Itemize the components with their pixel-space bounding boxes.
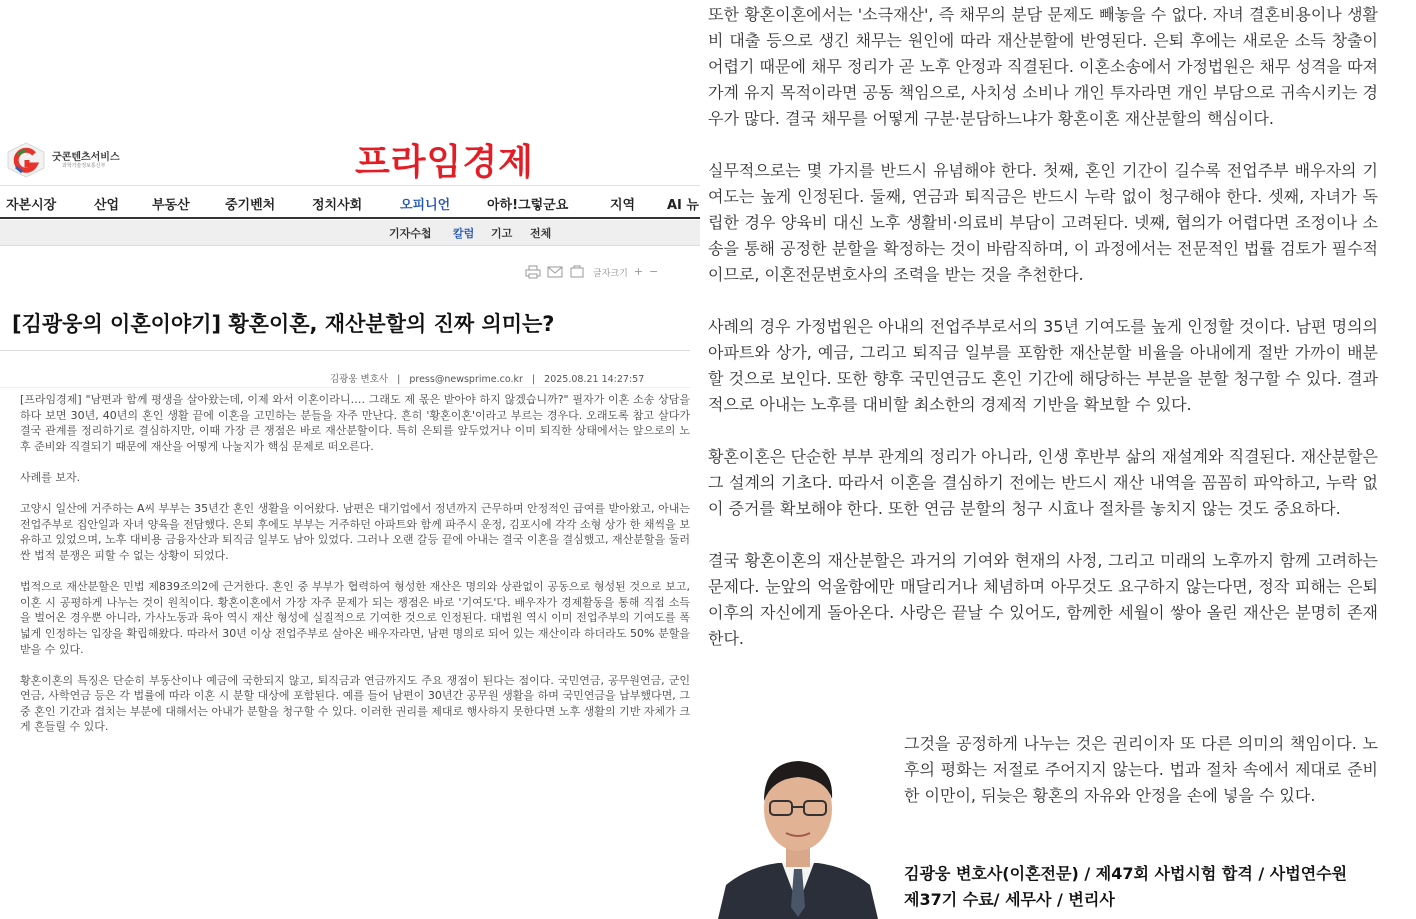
good-content-logo-icon [6,142,46,178]
continuation-paragraph: 또한 황혼이혼에서는 '소극재산', 즉 채무의 분담 문제도 빼놓을 수 없다. 자녀 결혼비용이나 생활비 대출 등으로 생긴 채무는 원인에 따라 재산분할에 반영된다. 은퇴 후에는 새로운 소득 창출이 어렵기 때문에 채무 정리가 곧 노후 안정과 직결된다. 이혼소송에서 가정법원은 채무 성격을 따져 가계 유지 목적이라면 공동 책임으로, 사치성 소비나 개인 투자라면 개인 부담으로 귀속시키는 경우가 많다. 결국 채무를 어떻게 구분·분담하느냐가 황혼이혼 재산분할의 핵심이다. [708,5,1378,128]
article-paragraph: [프라임경제] "남편과 함께 평생을 살아왔는데, 이제 와서 이혼이라니…. 그래도 제 몫은 받아야 하지 않겠습니까?" 필자가 이혼 소송 상담을 하다 보면 30년, 40년의 혼인 생활 끝에 이혼을 고민하는 분들을 자주 만난다. 흔히 '황혼이혼'이라고 부르는 경우다. 오래도록 참고 살다가 결국 관계를 정리하기로 결심하지만, 이때 가장 큰 쟁점은 바로 재산분할이다. 특히 은퇴를 앞두었거나 이미 퇴직한 상태에서는 앞으로의 노후 준비와 직결되기 때문에 재산을 어떻게 나눌지가 핵심 문제로 떠오른다. [20,393,690,453]
email-icon[interactable] [547,265,563,279]
nav-item-real-estate[interactable]: 부동산 [152,198,190,213]
author-bio-line: 제37기 수료/ 세무사 / 변리사 [904,890,1115,909]
font-size-plus-icon[interactable]: + [633,265,643,278]
article-paragraph: 황혼이혼의 특징은 단순히 부동산이나 예금에 국한되지 않고, 퇴직금과 연금까지도 주요 쟁점이 된다는 점이다. 국민연금, 공무원연금, 군인연금, 사학연금 등은 각 법률에 따라 이혼 시 분할 대상에 포함된다. 예를 들어 남편이 30년간 공무원 생활을 하며 국민연금을 납부했다면, 그 중 혼인 기간과 겹치는 부분에 대해서는 아내가 분할을 청구할 수 있다. 이러한 권리를 제대로 행사하지 못한다면 노후 생활의 기반 자체가 크게 흔들릴 수 있다. [20,673,690,734]
subnav-item-reporter-note[interactable]: 기자수첩 [389,227,432,240]
site-header [0,128,700,182]
gov-badge-sub: 과학기술정보통신부 [62,163,106,169]
article-title: [김광웅의 이혼이야기] 황혼이혼, 재산분할의 진짜 의미는? [12,312,555,336]
continuation-paragraph: 실무적으로는 몇 가지를 반드시 유념해야 한다. 첫째, 혼인 기간이 길수록 전업주부 배우자의 기여도는 높게 인정된다. 둘째, 연금과 퇴직금은 반드시 누락 없이 청구해야 한다. 셋째, 자녀가 독립한 경우 양육비 대신 노후 생활비·의료비 부담이 고려된다. 넷째, 협의가 어렵다면 조정이나 소송을 통해 공정한 분할을 확정하는 것이 바람직하며, 이 과정에서는 전문적인 법률 검토가 필수적이므로, 이혼전문변호사의 조력을 받는 것을 추천한다. [708,161,1378,284]
nav-item-sme-venture[interactable]: 중기벤처 [225,198,276,213]
nav-item-region[interactable]: 지역 [610,198,636,213]
byline-separator: | [531,374,536,385]
newspaper-capture [0,0,700,919]
subnav-item-all[interactable]: 전체 [530,227,552,240]
continuation-paragraph: 황혼이혼은 단순한 부부 관계의 정리가 아니라, 인생 후반부 삶의 재설계와 직결된다. 재산분할은 그 설계의 기초다. 따라서 이혼을 결심하기 전에는 반드시 재산 내역을 꼼꼼히 파악하고, 누락 없이 증거를 확보해야 한다. 또한 연금 분할의 청구 시효나 절차를 놓치지 않는 것도 중요하다. [708,447,1378,518]
byline-author: 김광웅 변호사 [330,374,389,385]
sub-nav [0,220,700,246]
article-body [20,392,690,751]
gov-badge-name: 굿콘텐츠서비스 [52,152,120,163]
nav-item-industry[interactable]: 산업 [94,198,120,213]
continuation-paragraph: 결국 황혼이혼의 재산분할은 과거의 기여와 현재의 사정, 그리고 미래의 노후까지 함께 고려하는 문제다. 눈앞의 억울함에만 매달리거나 체념하며 아무것도 요구하지 않는다면, 정작 피해는 은퇴 이후의 자신에게 돌아온다. 사랑은 끝날 수 있어도, 함께한 세월이 쌓아 올린 재산은 분명히 존재한다. [708,551,1378,648]
title-divider [0,350,690,351]
font-size-label: 글자크기 [593,268,628,279]
author-bio [904,861,1378,913]
article-paragraph: 사례를 보자. [20,470,81,484]
main-nav [0,185,700,219]
byline-email[interactable]: press@newsprime.co.kr [409,374,523,385]
byline-date: 2025.08.21 14:27:57 [544,374,645,385]
author-portrait [708,735,888,919]
author-bio-line: 김광웅 변호사(이혼전문) / 제47회 사법시험 합격 / 사법연수원 [904,864,1348,883]
article-tools [525,264,658,280]
continuation-body [708,2,1378,678]
nav-item-aha[interactable]: 아하!그렇군요 [487,198,569,213]
subnav-item-column[interactable]: 칼럼 [453,227,475,240]
subnav-item-contribution[interactable]: 기고 [491,227,513,240]
nav-item-ai-news[interactable]: AI 뉴 [667,198,699,213]
article-paragraph: 고양시 일산에 거주하는 A씨 부부는 35년간 혼인 생활을 이어왔다. 남편은 대기업에서 정년까지 근무하며 안정적인 급여를 받아왔고, 아내는 전업주부로 집안일과 자녀 양육을 전담했다. 은퇴 후에도 부부는 거주하던 아파트와 함께 파주시 운정, 김포시에 각각 소형 상가 한 채씩을 보유하고 있었으며, 노후 대비용 금융자산과 퇴직금 일부도 남아 있었다. 그러나 오랜 갈등 끝에 아내는 결국 이혼을 결심했고, 재산분할을 둘러싼 법적 분쟁은 피할 수 없는 상황이 되었다. [20,502,690,562]
continuation-paragraph: 사례의 경우 가정법원은 아내의 전업주부로서의 35년 기여도를 높게 인정할 것이다. 남편 명의의 아파트와 상가, 예금, 그리고 퇴직금 일부를 포함한 재산분할 비율을 아내에게 절반 가까이 배분할 것으로 보인다. 또한 향후 국민연금도 혼인 기간에 해당하는 부분을 분할 청구할 수 있다. 결과적으로 아내는 노후를 대비할 최소한의 경제적 기반을 확보할 수 있다. [708,317,1378,414]
article-paragraph: 법적으로 재산분할은 민법 제839조의2에 근거한다. 혼인 중 부부가 협력하여 형성한 재산은 명의와 상관없이 공동으로 형성된 것으로 보고, 이혼 시 공평하게 나누는 것이 원칙이다. 황혼이혼에서 가장 자주 문제가 되는 쟁점은 바로 '기여도'다. 배우자가 경제활동을 통해 직접 소득을 벌어온 경우뿐 아니라, 가사노동과 육아 역시 재산 형성에 실질적으로 기여한 것으로 인정된다. 대법원 역시 이미 전업주부의 기여도를 폭넓게 인정하는 입장을 확립해왔다. 따라서 30년 이상 전업주부로 살아온 배우자라면, 남편 명의로 되어 있는 재산이라 하더라도 50% 분할을 받을 수 있다. [20,580,690,656]
font-size-minus-icon[interactable]: − [649,265,659,278]
site-logo[interactable]: 프라임경제 [355,142,534,183]
byline-divider [0,387,690,388]
nav-item-capital-market[interactable]: 자본시장 [6,198,57,213]
byline-separator: | [397,374,401,385]
print-icon[interactable] [525,265,541,279]
closing-paragraph: 그것을 공정하게 나누는 것은 권리이자 또 다른 의미의 책임이다. 노후의 평화는 저절로 주어지지 않는다. 법과 절차 속에서 제대로 준비한 이만이, 뒤늦은 황혼의 자유와 안정을 손에 넣을 수 있다. [904,734,1378,805]
scrap-icon[interactable] [569,265,585,279]
nav-item-politics-society[interactable]: 정치사회 [312,198,363,213]
nav-item-opinion[interactable]: 오피니언 [400,198,451,213]
article-byline [330,371,650,385]
article-continuation [708,0,1378,919]
